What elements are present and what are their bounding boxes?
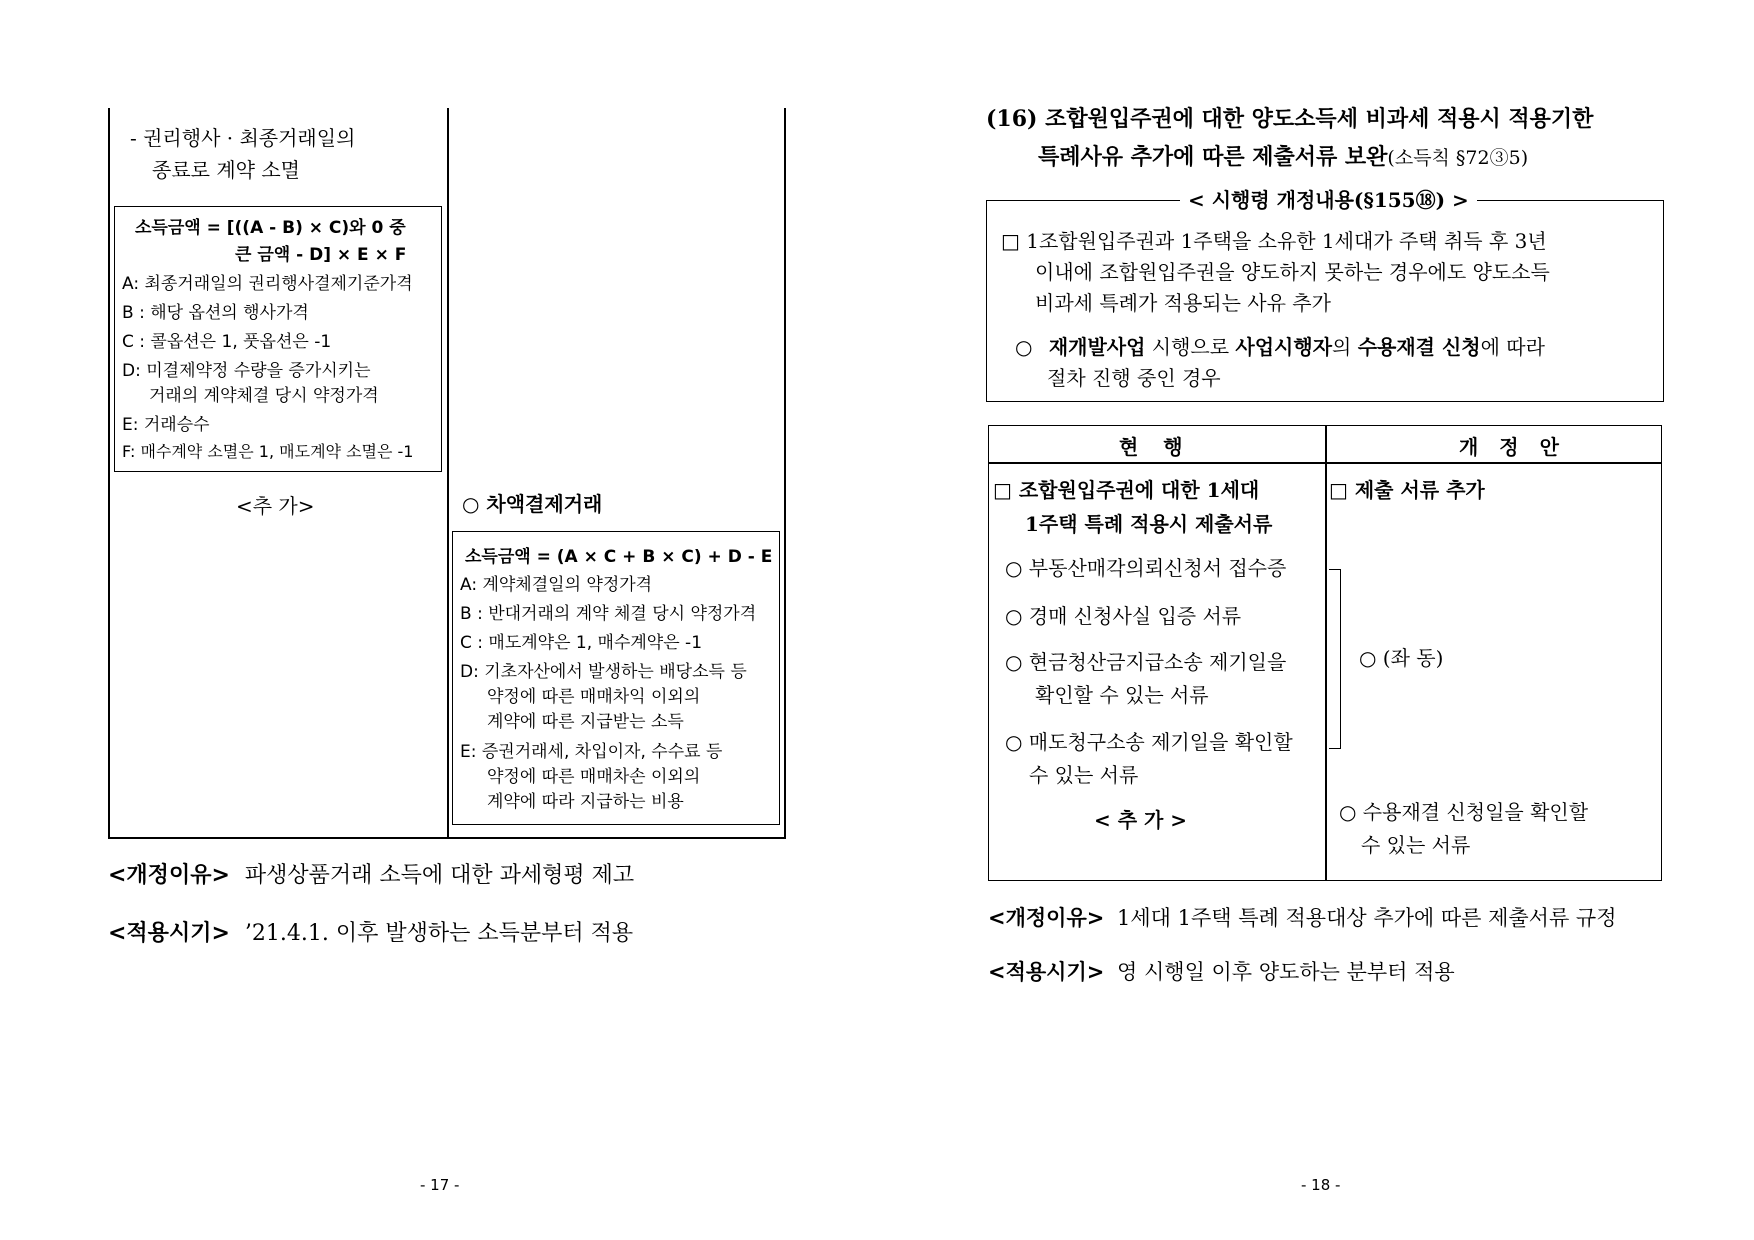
formula2-item-b: B : 반대거래의 계약 체결 당시 약정가격 [460,604,757,624]
right-reason-text: 1세대 1주택 특례 적용대상 추가에 따른 제출서류 규정 [1117,906,1617,930]
decree-sub-part3: 사업시행자 [1235,335,1333,359]
left-table-bottom-border [108,837,786,839]
current-item-3-cont: 확인할 수 있는 서류 [1035,683,1209,707]
left-reason [108,858,634,889]
formula2-item-d-cont2: 계약에 따른 지급받는 소득 [487,712,684,732]
current-title-line1: □ 조합원입주권에 대한 1세대 [993,478,1260,502]
dash-item-line2: 종료로 계약 소멸 [152,158,300,182]
formula1-item-f: F: 매수계약 소멸은 1, 매도계약 소멸은 -1 [122,442,414,461]
formula2-item-e: E: 증권거래세, 차입이자, 수수료 등 [460,742,723,762]
dash-item-line1: - 권리행사 · 최종거래일의 [130,126,356,150]
decree-item-line3: 비과세 특례가 적용되는 사유 추가 [1035,291,1331,315]
formula1-title-line1: 소득금액 = [((A - B) × C)와 0 중 [135,218,406,238]
right-timing-label: <적용시기> [988,960,1105,984]
formula1-title-line2: 큰 금액 - D] × E × F [235,245,407,265]
formula2-item-a: A: 계약체결일의 약정가격 [460,575,653,595]
formula2-item-d-cont1: 약정에 따른 매매차익 이외의 [487,687,701,707]
right-reason [988,902,1616,932]
formula1-item-c: C : 콜옵션은 1, 풋옵션은 -1 [122,332,332,352]
current-item-4-cont: 수 있는 서류 [1029,763,1139,787]
current-item-4: ○ 매도청구소송 제기일을 확인할 [1005,730,1293,754]
formula2-item-e-cont1: 약정에 따른 매매차손 이외의 [487,767,701,787]
formula1-item-d: D: 미결제약정 수량을 증가시키는 [122,361,371,381]
formula2-item-d: D: 기초자산에서 발생하는 배당소득 등 [460,662,747,682]
formula2-title: 소득금액 = (A × C + B × C) + D - E [465,547,773,567]
right-reason-label: <개정이유> [988,906,1105,930]
proposed-title: □ 제출 서류 추가 [1329,478,1485,502]
left-page-number: - 17 - [420,1176,460,1194]
decree-sub-part1: 재개발사업 [1048,335,1146,359]
left-timing [108,916,633,947]
left-timing-label: <적용시기> [108,921,230,946]
formula-box-2 [452,531,780,825]
right-timing-text: 영 시행일 이후 양도하는 분부터 적용 [1117,960,1455,984]
heading-line2: 특례사유 추가에 따른 제출서류 보완 [1038,144,1388,170]
formula-box-1 [114,206,442,472]
decree-box-title: < 시행령 개정내용(§155⑱) > [1180,184,1477,216]
bracket-icon [1329,569,1341,749]
add-label: <추 가> [236,494,315,518]
decree-item-line2: 이내에 조합원입주권을 양도하지 못하는 경우에도 양도소득 [1035,260,1550,284]
decree-sub-line2: 절차 진행 중인 경우 [1047,366,1221,390]
proposed-new-line1: ○ 수용재결 신청일을 확인할 [1339,800,1589,824]
right-page [877,0,1754,1240]
left-reason-text: 파생상품거래 소득에 대한 과세형평 제고 [244,863,635,888]
heading-line1: (16) 조합원입주권에 대한 양도소득세 비과세 적용시 적용기한 [986,106,1594,132]
formula1-item-a: A: 최종거래일의 권리행사결제기준가격 [122,274,413,294]
decree-sub-part5: 수용재결 신청 [1357,335,1481,359]
proposed-same: ○ (좌 동) [1359,646,1444,670]
right-page-number: - 18 - [1301,1176,1341,1194]
left-reason-label: <개정이유> [108,863,230,888]
decree-sub-bullet: ○ [1015,335,1033,359]
decree-item-line1: □ 1조합원입주권과 1주택을 소유한 1세대가 주택 취득 후 3년 [1001,229,1547,253]
left-timing-text: ’21.4.1. 이후 발생하는 소득분부터 적용 [244,921,634,946]
comparison-table [988,425,1662,881]
decree-sub-part4: 의 [1332,335,1358,359]
decree-sub-part6: 에 따라 [1480,335,1545,359]
netting-label: ○ 차액결제거래 [462,492,603,516]
current-item-2: ○ 경매 신청사실 입증 서류 [1005,604,1242,628]
proposed-new-line2: 수 있는 서류 [1361,833,1471,857]
current-add-label: < 추 가 > [1094,808,1188,832]
decree-box [986,188,1664,402]
formula2-item-e-cont2: 계약에 따라 지급하는 비용 [487,792,684,812]
col-proposed-header: 개 정 안 [1459,435,1559,459]
current-title-line2: 1주택 특례 적용시 제출서류 [1025,512,1273,536]
formula1-item-b: B : 해당 옵션의 행사가격 [122,303,309,323]
left-table-left-border [108,108,110,838]
heading-ref: (소득칙 §72③5) [1387,147,1529,169]
formula1-item-e: E: 거래승수 [122,415,210,435]
right-timing [988,956,1455,986]
current-item-1: ○ 부동산매각의뢰신청서 접수증 [1005,556,1287,580]
left-table-mid-border [447,108,449,838]
formula2-item-c: C : 매도계약은 1, 매수계약은 -1 [460,633,703,653]
table-column-divider [1325,426,1327,880]
left-table-right-border [784,108,786,838]
decree-sub-line1 [1015,331,1545,364]
col-current-header: 현 행 [1119,435,1183,459]
formula1-item-d-cont: 거래의 계약체결 당시 약정가격 [149,386,379,406]
heading-line2-wrap [1038,140,1528,171]
decree-sub-part2: 시행으로 [1145,335,1236,359]
current-item-3: ○ 현금청산금지급소송 제기일을 [1005,650,1287,674]
